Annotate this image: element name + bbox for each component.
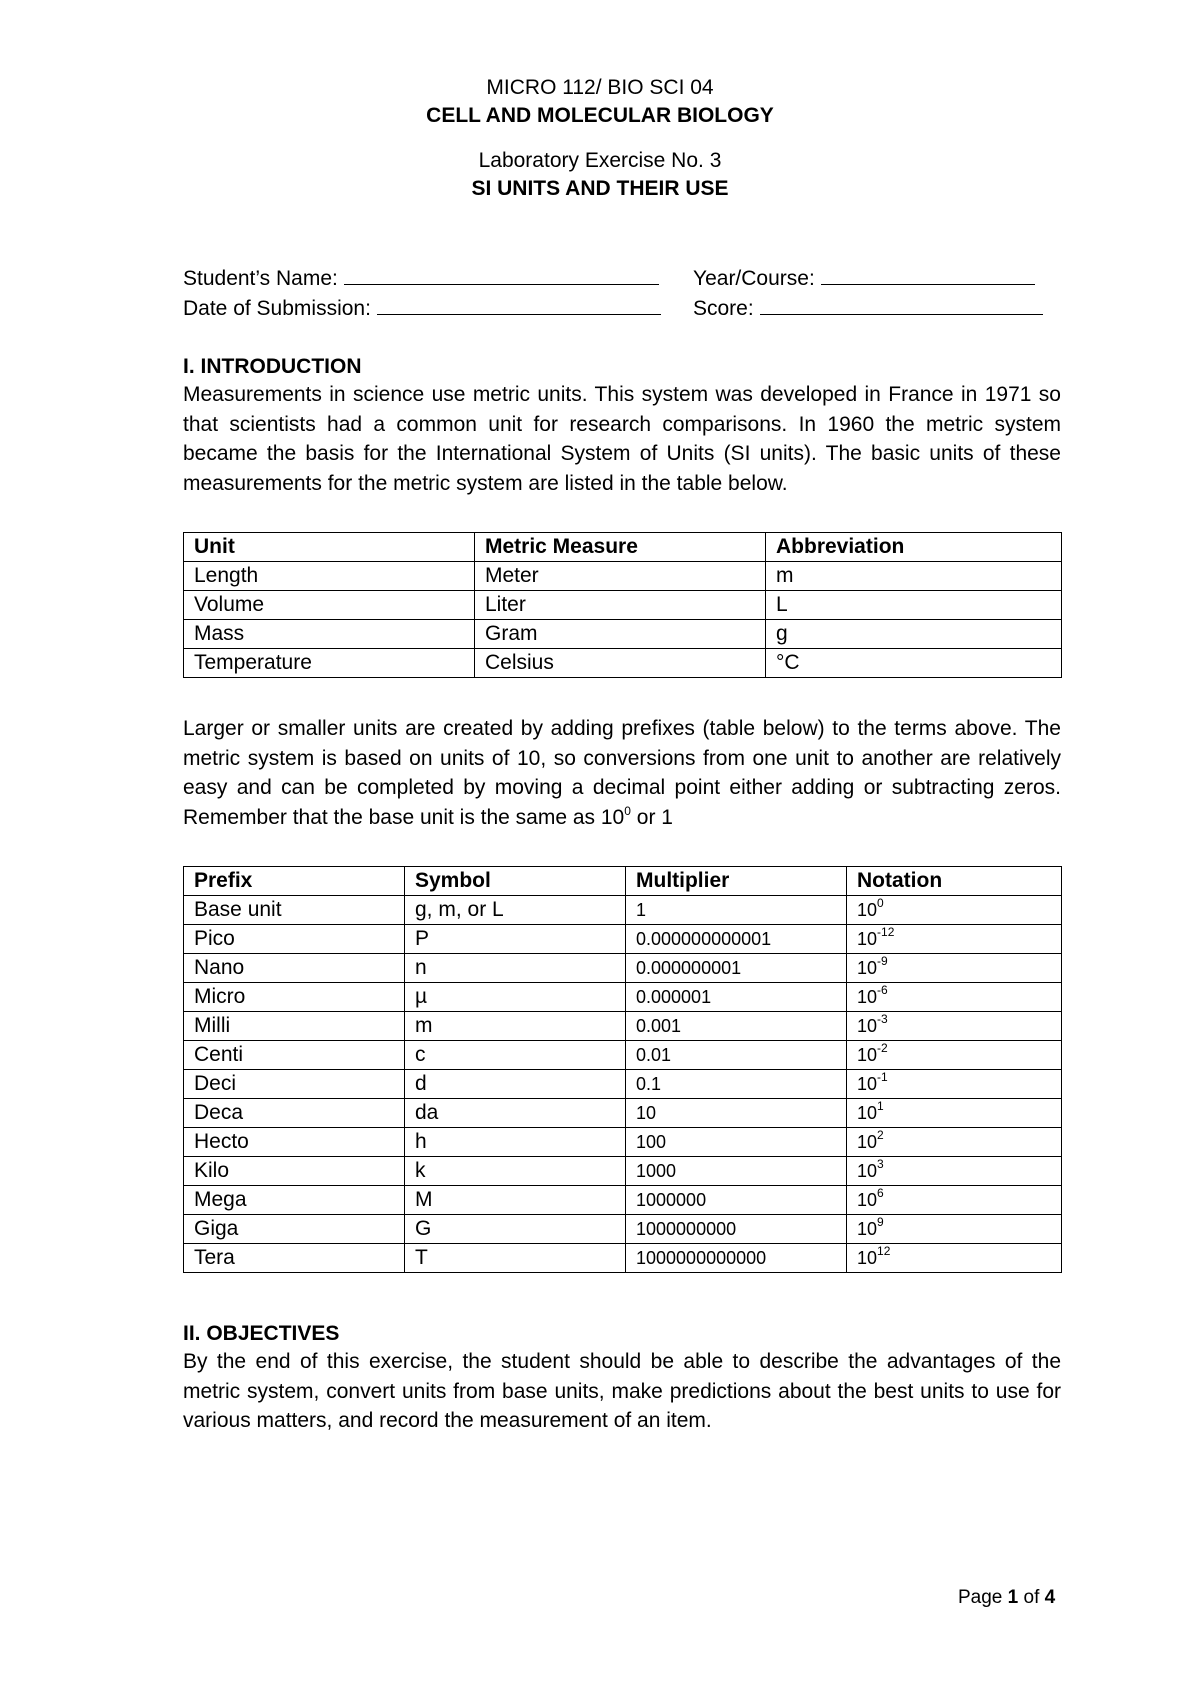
table-cell: Deca	[184, 1099, 405, 1128]
notation-exponent: 0	[877, 895, 884, 910]
table-row	[184, 983, 1062, 1012]
table-cell: Volume	[184, 591, 475, 620]
page-word: Page	[958, 1587, 1003, 1608]
table-row	[184, 1128, 1062, 1157]
score-field	[693, 296, 1043, 321]
table-cell: 1000000000	[626, 1215, 847, 1244]
notation-cell	[847, 896, 1062, 925]
table-row	[184, 1012, 1062, 1041]
table-row	[184, 896, 1062, 925]
notation-cell	[847, 925, 1062, 954]
student-name-field	[183, 266, 659, 291]
lab-number: Laboratory Exercise No. 3	[478, 149, 722, 172]
notation-exponent: -2	[877, 1040, 888, 1055]
column-header: Metric Measure	[475, 533, 766, 562]
table-cell: Deci	[184, 1070, 405, 1099]
column-header: Unit	[184, 533, 475, 562]
notation-cell	[847, 954, 1062, 983]
notation-exponent: -3	[877, 1011, 888, 1026]
table-cell: Meter	[475, 562, 766, 591]
table-cell: Liter	[475, 591, 766, 620]
score-label: Score:	[693, 297, 754, 320]
table-cell: 0.000001	[626, 983, 847, 1012]
introduction-paragraph: Measurements in science use metric units. This system was developed in France in 1971 so that scientists had a common unit for research comparisons. In 1960 the metric system became the basis for the International System of Units (SI units). The basic units of these measurements for the metric system are listed in the table below.	[183, 383, 1061, 495]
table-cell: µ	[405, 983, 626, 1012]
prefix-table	[183, 866, 1062, 1273]
table-cell: da	[405, 1099, 626, 1128]
table-cell: T	[405, 1244, 626, 1273]
lab-title: SI UNITS AND THEIR USE	[471, 177, 729, 200]
table-header-row	[184, 533, 1062, 562]
notation-cell	[847, 1186, 1062, 1215]
table-row	[184, 591, 1062, 620]
table-header-row	[184, 867, 1062, 896]
column-header: Prefix	[184, 867, 405, 896]
table-row	[184, 620, 1062, 649]
introduction-heading: I. INTRODUCTION	[183, 355, 362, 378]
table-cell: Gram	[475, 620, 766, 649]
table-row	[184, 1244, 1062, 1273]
year-course-blank[interactable]	[821, 266, 1035, 285]
notation-exponent: -6	[877, 982, 888, 997]
table-cell: n	[405, 954, 626, 983]
prefix-paragraph-tail: or 1	[630, 805, 673, 829]
notation-exponent: 1	[877, 1098, 884, 1113]
table-cell: Mega	[184, 1186, 405, 1215]
table-cell: 0.000000000001	[626, 925, 847, 954]
table-cell: 0.1	[626, 1070, 847, 1099]
table-cell: Base unit	[184, 896, 405, 925]
table-cell: h	[405, 1128, 626, 1157]
column-header: Notation	[847, 867, 1062, 896]
notation-cell	[847, 1128, 1062, 1157]
notation-exponent: -9	[877, 953, 888, 968]
table-cell: L	[766, 591, 1062, 620]
notation-base: 10	[857, 1160, 878, 1181]
notation-base: 10	[857, 957, 878, 978]
table-cell: Milli	[184, 1012, 405, 1041]
year-course-field	[693, 266, 1035, 291]
notation-cell	[847, 1244, 1062, 1273]
notation-cell	[847, 1215, 1062, 1244]
table-row	[184, 1215, 1062, 1244]
table-row	[184, 1186, 1062, 1215]
column-header: Abbreviation	[766, 533, 1062, 562]
course-code: MICRO 112/ BIO SCI 04	[486, 76, 714, 99]
notation-base: 10	[857, 1189, 878, 1210]
table-cell: Temperature	[184, 649, 475, 678]
page-current: 1	[1007, 1587, 1019, 1608]
table-row	[184, 925, 1062, 954]
course-title: CELL AND MOLECULAR BIOLOGY	[426, 104, 774, 127]
notation-cell	[847, 1099, 1062, 1128]
student-name-blank[interactable]	[344, 266, 659, 285]
notation-base: 10	[857, 1015, 878, 1036]
prefix-paragraph-text: Larger or smaller units are created by adding prefixes (table below) to the terms above. The metric system is based on units of 10, so conversions from one unit to another are relatively easy and can be completed by moving a decimal point either adding or subtracting zeros. Remember that the base unit is the same as 10	[183, 717, 1061, 829]
table-cell: g, m, or L	[405, 896, 626, 925]
notation-exponent: -1	[877, 1069, 888, 1084]
table-row	[184, 1041, 1062, 1070]
table-cell: 1000000000000	[626, 1244, 847, 1273]
table-cell: G	[405, 1215, 626, 1244]
table-cell: 0.01	[626, 1041, 847, 1070]
table-row	[184, 1070, 1062, 1099]
score-blank[interactable]	[760, 296, 1043, 315]
prefix-paragraph	[183, 714, 1061, 832]
notation-base: 10	[857, 1131, 878, 1152]
column-header: Multiplier	[626, 867, 847, 896]
table-cell: Celsius	[475, 649, 766, 678]
table-cell: Giga	[184, 1215, 405, 1244]
table-cell: 100	[626, 1128, 847, 1157]
table-cell: M	[405, 1186, 626, 1215]
notation-exponent: 9	[877, 1214, 884, 1229]
notation-exponent: 3	[877, 1156, 884, 1171]
table-row	[184, 562, 1062, 591]
notation-base: 10	[857, 899, 878, 920]
table-cell: Length	[184, 562, 475, 591]
page-total: 4	[1044, 1587, 1056, 1608]
table-cell: m	[766, 562, 1062, 591]
notation-exponent: -12	[877, 924, 895, 939]
year-course-label: Year/Course:	[693, 267, 815, 290]
notation-base: 10	[857, 1247, 878, 1268]
table-cell: Pico	[184, 925, 405, 954]
table-cell: m	[405, 1012, 626, 1041]
notation-cell	[847, 983, 1062, 1012]
notation-base: 10	[857, 928, 878, 949]
table-row	[184, 1157, 1062, 1186]
notation-cell	[847, 1157, 1062, 1186]
table-cell: Kilo	[184, 1157, 405, 1186]
table-cell: g	[766, 620, 1062, 649]
notation-exponent: 6	[877, 1185, 884, 1200]
table-cell: 1000	[626, 1157, 847, 1186]
table-cell: d	[405, 1070, 626, 1099]
notation-base: 10	[857, 1218, 878, 1239]
prefix-paragraph-exponent: 0	[624, 803, 631, 818]
table-cell: Hecto	[184, 1128, 405, 1157]
column-header: Symbol	[405, 867, 626, 896]
of-word: of	[1023, 1587, 1040, 1608]
notation-cell	[847, 1070, 1062, 1099]
objectives-heading: II. OBJECTIVES	[183, 1322, 340, 1345]
table-cell: °C	[766, 649, 1062, 678]
objectives-paragraph: By the end of this exercise, the student should be able to describe the advantages of the metric system, convert units from base units, make predictions about the best units to use for various matters, and record the measurement of an item.	[183, 1350, 1061, 1432]
notation-cell	[847, 1041, 1062, 1070]
table-cell: Tera	[184, 1244, 405, 1273]
notation-cell	[847, 1012, 1062, 1041]
table-cell: Centi	[184, 1041, 405, 1070]
date-submission-label: Date of Submission:	[183, 297, 371, 320]
notation-base: 10	[857, 986, 878, 1007]
date-submission-field	[183, 296, 661, 321]
notation-base: 10	[857, 1102, 878, 1123]
table-cell: P	[405, 925, 626, 954]
table-cell: 1000000	[626, 1186, 847, 1215]
table-row	[184, 649, 1062, 678]
page-footer	[958, 1587, 1055, 1609]
table-row	[184, 1099, 1062, 1128]
date-submission-blank[interactable]	[377, 296, 661, 315]
table-row	[184, 954, 1062, 983]
table-cell: k	[405, 1157, 626, 1186]
table-cell: 1	[626, 896, 847, 925]
table-cell: Micro	[184, 983, 405, 1012]
table-cell: Nano	[184, 954, 405, 983]
table-cell: 0.000000001	[626, 954, 847, 983]
table-cell: 10	[626, 1099, 847, 1128]
student-name-label: Student’s Name:	[183, 267, 338, 290]
notation-base: 10	[857, 1044, 878, 1065]
notation-base: 10	[857, 1073, 878, 1094]
table-cell: c	[405, 1041, 626, 1070]
table-cell: 0.001	[626, 1012, 847, 1041]
notation-exponent: 12	[877, 1243, 891, 1258]
notation-exponent: 2	[877, 1127, 884, 1142]
table-cell: Mass	[184, 620, 475, 649]
units-table	[183, 532, 1062, 678]
